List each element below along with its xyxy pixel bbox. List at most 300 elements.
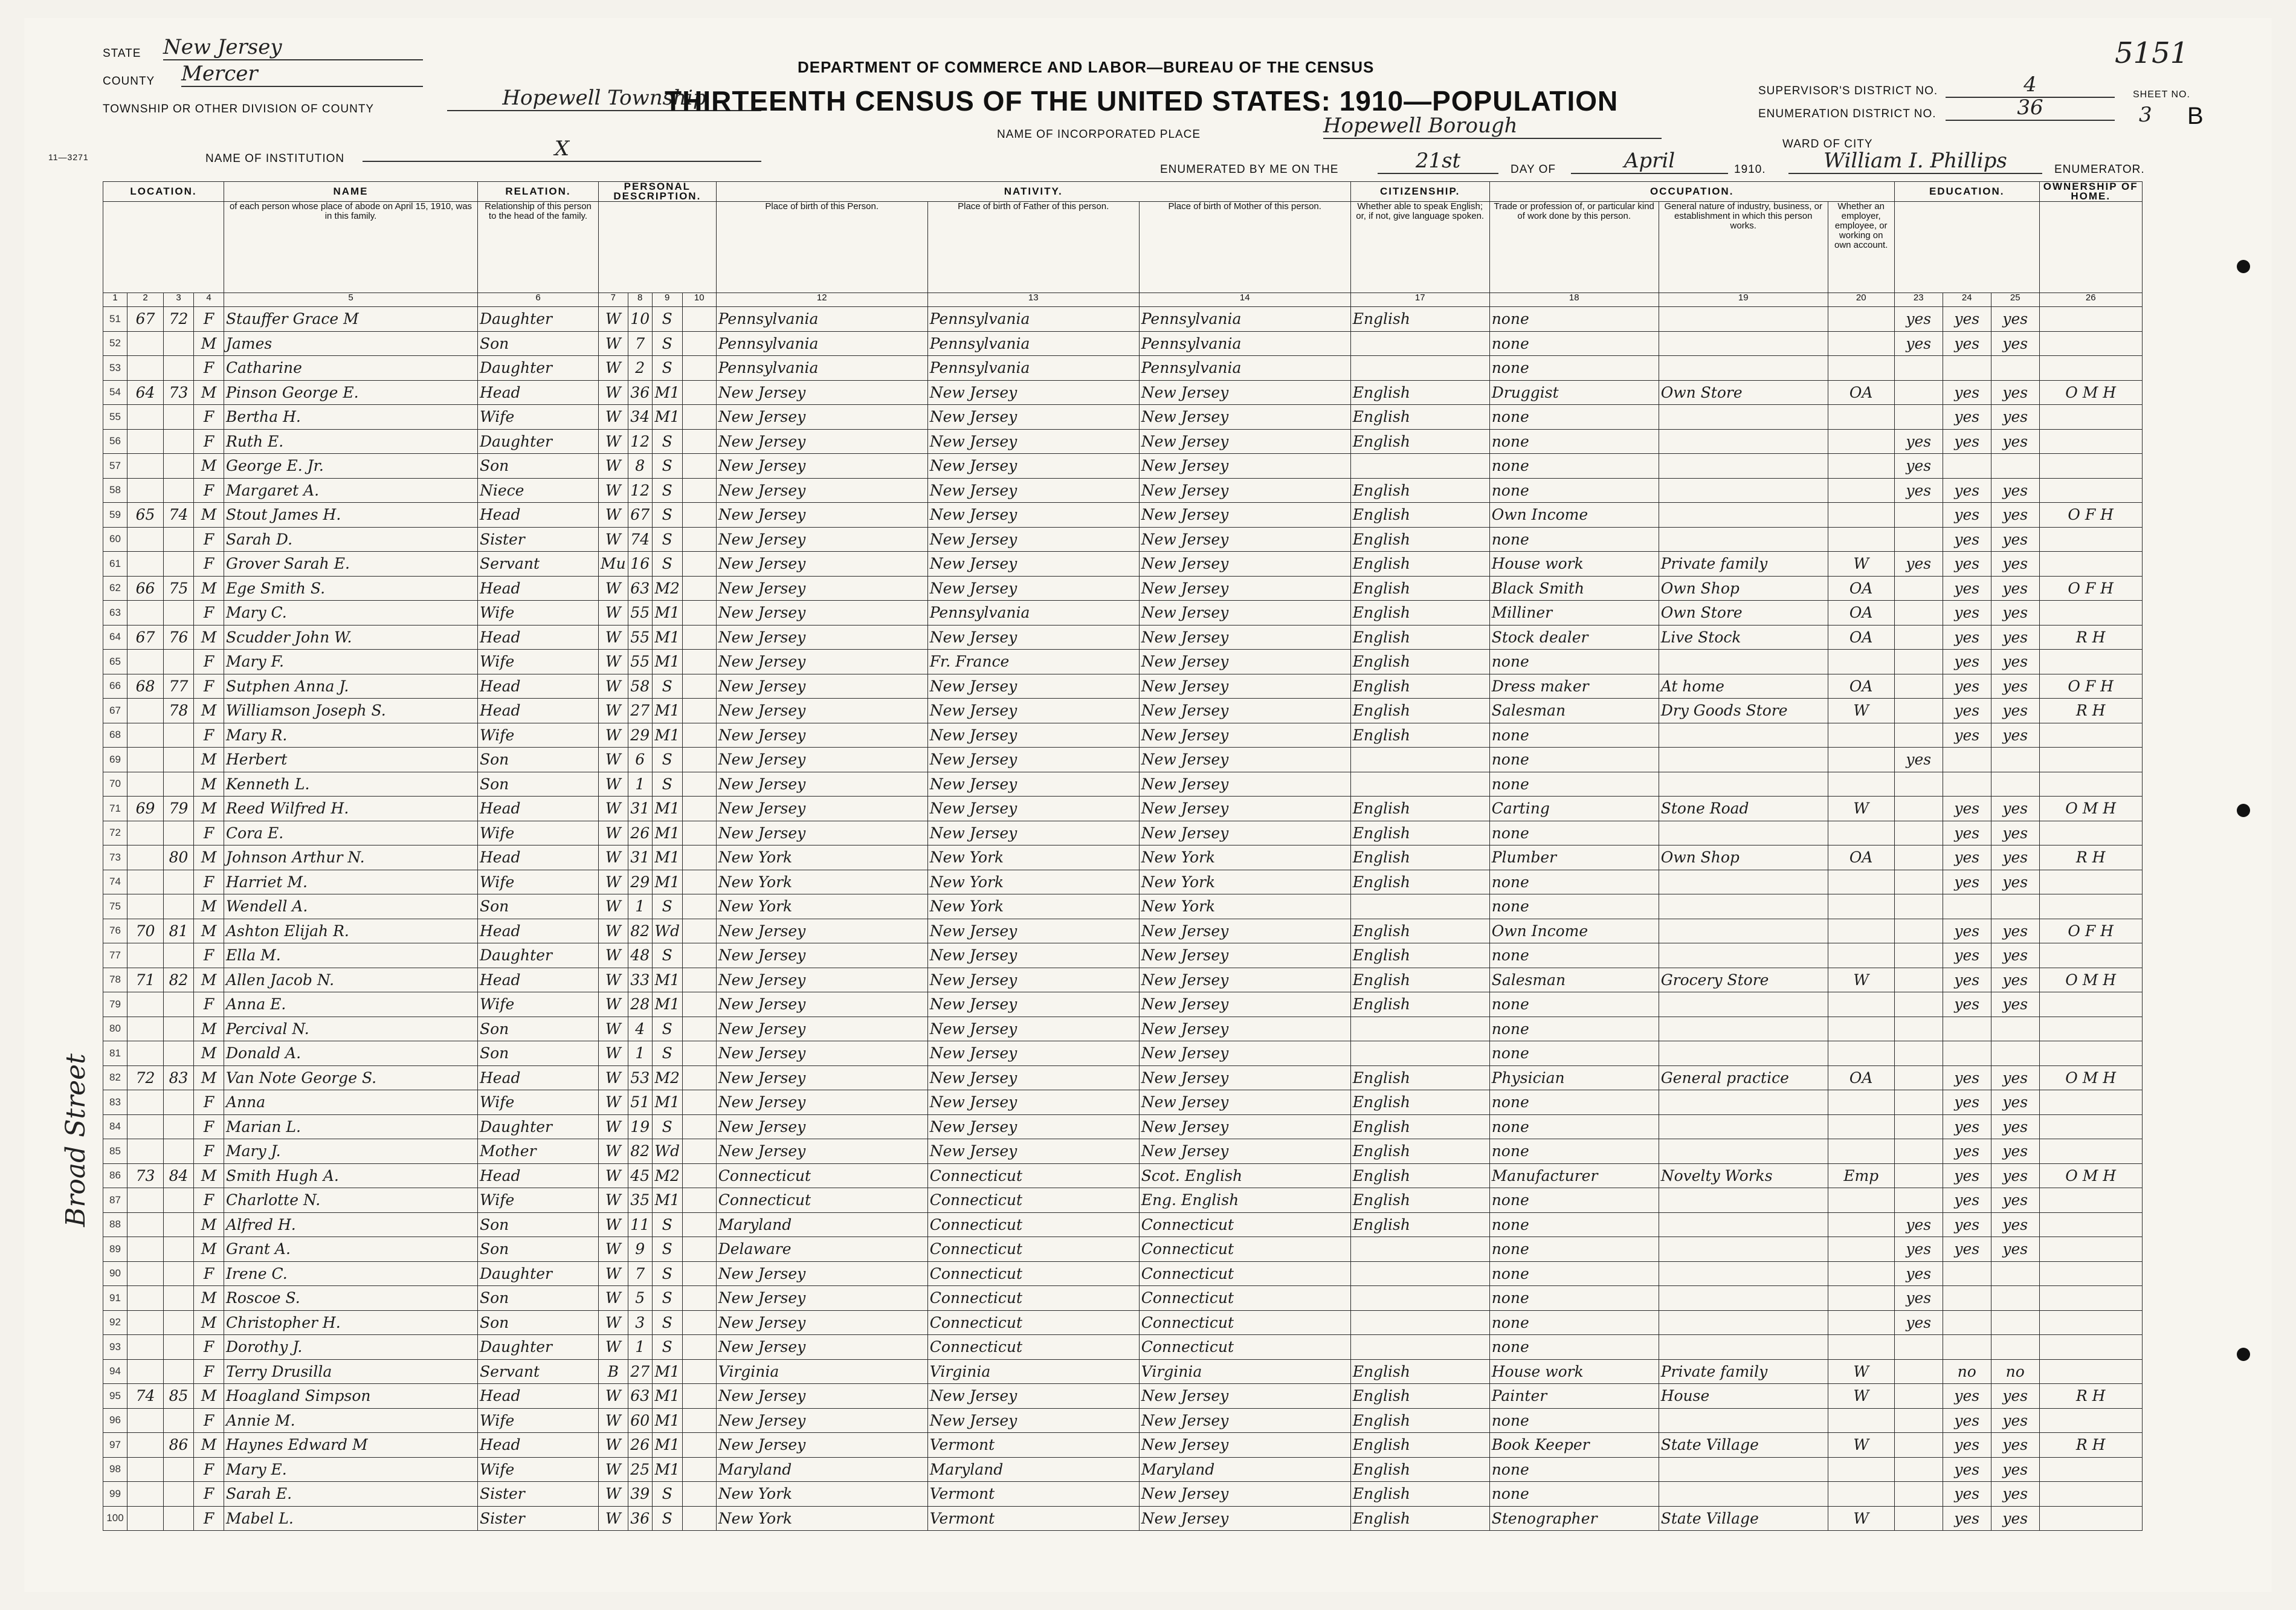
cell-race: W: [599, 1188, 628, 1213]
cell-trade: none: [1489, 1310, 1659, 1335]
col-num: 7: [599, 293, 628, 307]
cell-trade: Book Keeper: [1489, 1433, 1659, 1458]
cell-blank: [682, 1114, 716, 1139]
cell-trade: none: [1489, 1114, 1659, 1139]
cell-line: 54: [103, 380, 127, 405]
cell-relation: Son: [478, 1237, 599, 1262]
cell-relation: Head: [478, 1433, 599, 1458]
cell-trade: none: [1489, 307, 1659, 332]
cell-name: James: [224, 331, 478, 356]
cell-owned: [2039, 1286, 2142, 1311]
cell-name: Stauffer Grace M: [224, 307, 478, 332]
cell-write: yes: [1991, 968, 2039, 992]
cell-blank: [682, 674, 716, 699]
enumeration-label: ENUMERATION DISTRICT NO.: [1758, 108, 1936, 120]
cell-industry: [1659, 1261, 1828, 1286]
cell-dwelling: [127, 601, 164, 626]
cell-family: 72: [164, 307, 194, 332]
cell-trade: none: [1489, 821, 1659, 845]
cell-age: 63: [628, 1384, 652, 1409]
cell-write: [1991, 1017, 2039, 1041]
cell-line: 67: [103, 699, 127, 723]
supervisor-label: SUPERVISOR'S DISTRICT NO.: [1758, 85, 1938, 97]
cell-name: Percival N.: [224, 1017, 478, 1041]
cell-school: [1894, 943, 1943, 968]
cell-birth-person: New Jersey: [716, 1139, 927, 1164]
group-relation: RELATION.: [478, 182, 599, 202]
cell-age: 31: [628, 845, 652, 870]
cell-race: W: [599, 1482, 628, 1507]
cell-industry: [1659, 527, 1828, 552]
cell-blank: [682, 1457, 716, 1482]
cell-race: W: [599, 405, 628, 430]
cell-school: [1894, 601, 1943, 626]
cell-dwelling: 64: [127, 380, 164, 405]
township-label: TOWNSHIP OR OTHER DIVISION OF COUNTY: [103, 103, 375, 115]
cell-age: 25: [628, 1457, 652, 1482]
cell-industry: State Village: [1659, 1506, 1828, 1531]
cell-write: yes: [1991, 1433, 2039, 1458]
cell-birth-person: New Jersey: [716, 601, 927, 626]
cell-race: W: [599, 674, 628, 699]
cell-industry: [1659, 331, 1828, 356]
cell-school: [1894, 968, 1943, 992]
binder-hole: [2237, 1348, 2250, 1361]
cell-trade: none: [1489, 870, 1659, 894]
cell-birth-mother: New Jersey: [1139, 968, 1350, 992]
cell-sex: M: [194, 331, 224, 356]
cell-emp: [1828, 503, 1894, 528]
cell-dwelling: [127, 821, 164, 845]
cell-write: [1991, 1286, 2039, 1311]
cell-age: 63: [628, 576, 652, 601]
cell-read: [1943, 1017, 1991, 1041]
cell-owned: [2039, 1482, 2142, 1507]
cell-birth-mother: New Jersey: [1139, 772, 1350, 797]
cell-age: 4: [628, 1017, 652, 1041]
cell-birth-person: New Jersey: [716, 1065, 927, 1090]
cell-industry: Own Store: [1659, 601, 1828, 626]
cell-emp: [1828, 1188, 1894, 1213]
cell-birth-person: New Jersey: [716, 1310, 927, 1335]
cell-birth-person: New Jersey: [716, 1114, 927, 1139]
cell-industry: [1659, 478, 1828, 503]
cell-relation: Son: [478, 331, 599, 356]
cell-birth-father: New Jersey: [927, 454, 1139, 479]
cell-marital: S: [652, 454, 682, 479]
cell-name: Annie M.: [224, 1408, 478, 1433]
cell-relation: Head: [478, 674, 599, 699]
cell-family: 84: [164, 1163, 194, 1188]
cell-age: 10: [628, 307, 652, 332]
cell-race: W: [599, 454, 628, 479]
table-row: [103, 1310, 2143, 1335]
cell-read: yes: [1943, 1482, 1991, 1507]
cell-read: [1943, 454, 1991, 479]
cell-dwelling: [127, 1017, 164, 1041]
cell-marital: Wd: [652, 919, 682, 943]
cell-school: yes: [1894, 331, 1943, 356]
cell-race: W: [599, 1017, 628, 1041]
state-value: New Jersey: [163, 35, 423, 60]
cell-sex: M: [194, 454, 224, 479]
cell-industry: [1659, 748, 1828, 772]
cell-birth-person: New Jersey: [716, 576, 927, 601]
cell-age: 5: [628, 1286, 652, 1311]
birth-father-desc: Place of birth of Father of this person.: [927, 202, 1139, 293]
cell-sex: F: [194, 1261, 224, 1286]
table-row: [103, 1041, 2143, 1066]
county-value: Mercer: [181, 62, 423, 87]
cell-family: 80: [164, 845, 194, 870]
cell-school: [1894, 1335, 1943, 1360]
cell-birth-father: Pennsylvania: [927, 331, 1139, 356]
cell-industry: Live Stock: [1659, 625, 1828, 650]
cell-marital: M1: [652, 601, 682, 626]
cell-owned: [2039, 1090, 2142, 1115]
cell-sex: M: [194, 1433, 224, 1458]
cell-trade: Stock dealer: [1489, 625, 1659, 650]
cell-industry: Dry Goods Store: [1659, 699, 1828, 723]
cell-name: Margaret A.: [224, 478, 478, 503]
cell-sex: F: [194, 943, 224, 968]
table-row: [103, 307, 2143, 332]
cell-emp: [1828, 1408, 1894, 1433]
cell-birth-person: New Jersey: [716, 552, 927, 577]
cell-birth-father: Connecticut: [927, 1310, 1139, 1335]
cell-line: 58: [103, 478, 127, 503]
cell-blank: [682, 1359, 716, 1384]
cell-birth-mother: Connecticut: [1139, 1237, 1350, 1262]
cell-marital: S: [652, 552, 682, 577]
cell-age: 11: [628, 1212, 652, 1237]
col-num: 12: [716, 293, 927, 307]
cell-dwelling: [127, 772, 164, 797]
cell-sex: F: [194, 870, 224, 894]
cell-race: W: [599, 429, 628, 454]
cell-owned: R H: [2039, 625, 2142, 650]
cell-dwelling: 66: [127, 576, 164, 601]
cell-line: 80: [103, 1017, 127, 1041]
col-num: 2: [127, 293, 164, 307]
cell-family: [164, 748, 194, 772]
cell-write: yes: [1991, 1212, 2039, 1237]
cell-family: 77: [164, 674, 194, 699]
cell-language: [1350, 1041, 1489, 1066]
cell-write: [1991, 356, 2039, 381]
cell-emp: [1828, 454, 1894, 479]
cell-relation: Son: [478, 1212, 599, 1237]
cell-school: [1894, 1384, 1943, 1409]
table-row: [103, 699, 2143, 723]
cell-family: [164, 601, 194, 626]
cell-language: English: [1350, 674, 1489, 699]
cell-owned: [2039, 478, 2142, 503]
cell-name: Ruth E.: [224, 429, 478, 454]
cell-school: [1894, 1017, 1943, 1041]
cell-write: yes: [1991, 527, 2039, 552]
col-num: 6: [478, 293, 599, 307]
cell-name: Alfred H.: [224, 1212, 478, 1237]
cell-relation: Head: [478, 503, 599, 528]
cell-owned: [2039, 943, 2142, 968]
cell-trade: none: [1489, 1017, 1659, 1041]
cell-read: yes: [1943, 478, 1991, 503]
cell-sex: F: [194, 821, 224, 845]
cell-dwelling: [127, 1408, 164, 1433]
cell-read: [1943, 1286, 1991, 1311]
cell-owned: [2039, 601, 2142, 626]
cell-birth-father: Vermont: [927, 1506, 1139, 1531]
cell-owned: [2039, 331, 2142, 356]
cell-family: 78: [164, 699, 194, 723]
cell-dwelling: [127, 992, 164, 1017]
cell-sex: F: [194, 1506, 224, 1531]
cell-birth-father: New Jersey: [927, 1090, 1139, 1115]
cell-line: 56: [103, 429, 127, 454]
cell-language: English: [1350, 601, 1489, 626]
cell-blank: [682, 1017, 716, 1041]
cell-family: [164, 650, 194, 674]
cell-relation: Wife: [478, 1090, 599, 1115]
cell-emp: W: [1828, 699, 1894, 723]
col-num: 10: [682, 293, 716, 307]
cell-dwelling: [127, 723, 164, 748]
cell-school: yes: [1894, 429, 1943, 454]
cell-name: Catharine: [224, 356, 478, 381]
cell-line: 61: [103, 552, 127, 577]
cell-owned: [2039, 429, 2142, 454]
cell-school: [1894, 1408, 1943, 1433]
enumerated-month: April: [1571, 149, 1728, 174]
cell-birth-person: New Jersey: [716, 992, 927, 1017]
cell-language: [1350, 1237, 1489, 1262]
table-row: [103, 1114, 2143, 1139]
cell-read: yes: [1943, 429, 1991, 454]
table-row: [103, 1433, 2143, 1458]
cell-dwelling: [127, 699, 164, 723]
cell-industry: [1659, 307, 1828, 332]
cell-emp: W: [1828, 1506, 1894, 1531]
cell-blank: [682, 821, 716, 845]
cell-age: 12: [628, 429, 652, 454]
cell-industry: Private family: [1659, 1359, 1828, 1384]
cell-trade: none: [1489, 527, 1659, 552]
cell-emp: OA: [1828, 601, 1894, 626]
cell-write: yes: [1991, 845, 2039, 870]
col-num: 24: [1943, 293, 1991, 307]
cell-birth-mother: Pennsylvania: [1139, 331, 1350, 356]
cell-name: Irene C.: [224, 1261, 478, 1286]
cell-dwelling: [127, 870, 164, 894]
cell-blank: [682, 601, 716, 626]
table-row: [103, 552, 2143, 577]
cell-birth-father: Pennsylvania: [927, 601, 1139, 626]
cell-emp: [1828, 478, 1894, 503]
cell-birth-mother: New Jersey: [1139, 1408, 1350, 1433]
cell-dwelling: [127, 1286, 164, 1311]
cell-birth-person: Connecticut: [716, 1188, 927, 1213]
cell-blank: [682, 968, 716, 992]
cell-emp: W: [1828, 1384, 1894, 1409]
cell-family: [164, 552, 194, 577]
cell-line: 60: [103, 527, 127, 552]
cell-industry: [1659, 405, 1828, 430]
binder-hole: [2237, 260, 2250, 273]
cell-dwelling: [127, 1237, 164, 1262]
cell-birth-father: New Jersey: [927, 1065, 1139, 1090]
enumerator-label: ENUMERATOR.: [2054, 163, 2145, 176]
language-desc: Whether able to speak English; or, if not, give language spoken.: [1350, 202, 1489, 293]
cell-blank: [682, 1286, 716, 1311]
cell-birth-mother: New Jersey: [1139, 992, 1350, 1017]
county-label: COUNTY: [103, 75, 155, 88]
cell-name: Pinson George E.: [224, 380, 478, 405]
cell-birth-mother: New Jersey: [1139, 699, 1350, 723]
cell-relation: Son: [478, 772, 599, 797]
cell-trade: Plumber: [1489, 845, 1659, 870]
cell-industry: Own Store: [1659, 380, 1828, 405]
cell-age: 19: [628, 1114, 652, 1139]
cell-birth-mother: New Jersey: [1139, 478, 1350, 503]
table-row: [103, 601, 2143, 626]
cell-sex: M: [194, 1041, 224, 1066]
table-row: [103, 331, 2143, 356]
cell-blank: [682, 1212, 716, 1237]
cell-sex: M: [194, 625, 224, 650]
cell-owned: [2039, 1310, 2142, 1335]
cell-blank: [682, 478, 716, 503]
cell-birth-father: Virginia: [927, 1359, 1139, 1384]
cell-language: English: [1350, 503, 1489, 528]
cell-industry: Own Shop: [1659, 576, 1828, 601]
table-row: [103, 527, 2143, 552]
cell-line: 64: [103, 625, 127, 650]
table-row: [103, 1065, 2143, 1090]
cell-write: yes: [1991, 821, 2039, 845]
cell-school: yes: [1894, 307, 1943, 332]
table-row: [103, 943, 2143, 968]
cell-owned: R H: [2039, 699, 2142, 723]
cell-age: 8: [628, 454, 652, 479]
cell-marital: S: [652, 1335, 682, 1360]
cell-marital: M1: [652, 845, 682, 870]
cell-race: W: [599, 1041, 628, 1066]
census-sheet: [24, 18, 2272, 1592]
cell-line: 72: [103, 821, 127, 845]
cell-birth-mother: New Jersey: [1139, 943, 1350, 968]
cell-owned: O M H: [2039, 1065, 2142, 1090]
cell-line: 84: [103, 1114, 127, 1139]
cell-birth-mother: New Jersey: [1139, 748, 1350, 772]
cell-trade: Manufacturer: [1489, 1163, 1659, 1188]
cell-birth-father: New Jersey: [927, 748, 1139, 772]
cell-line: 99: [103, 1482, 127, 1507]
cell-read: [1943, 772, 1991, 797]
cell-owned: O F H: [2039, 674, 2142, 699]
cell-trade: none: [1489, 772, 1659, 797]
cell-blank: [682, 723, 716, 748]
cell-relation: Wife: [478, 601, 599, 626]
cell-name: Cora E.: [224, 821, 478, 845]
cell-language: English: [1350, 1163, 1489, 1188]
cell-sex: M: [194, 1286, 224, 1311]
incorporated-label: NAME OF INCORPORATED PLACE: [997, 128, 1201, 141]
cell-write: yes: [1991, 478, 2039, 503]
cell-family: [164, 1506, 194, 1531]
cell-marital: M1: [652, 1188, 682, 1213]
sheet-letter: B: [2187, 103, 2204, 129]
cell-write: yes: [1991, 674, 2039, 699]
cell-write: yes: [1991, 601, 2039, 626]
cell-read: [1943, 1041, 1991, 1066]
cell-age: 82: [628, 919, 652, 943]
cell-birth-mother: New Jersey: [1139, 1065, 1350, 1090]
cell-emp: [1828, 943, 1894, 968]
cell-language: English: [1350, 968, 1489, 992]
cell-birth-father: New Jersey: [927, 772, 1139, 797]
cell-relation: Son: [478, 1310, 599, 1335]
cell-birth-mother: New Jersey: [1139, 797, 1350, 821]
cell-owned: [2039, 405, 2142, 430]
cell-blank: [682, 331, 716, 356]
cell-sex: F: [194, 1188, 224, 1213]
cell-blank: [682, 1041, 716, 1066]
cell-name: Sutphen Anna J.: [224, 674, 478, 699]
cell-dwelling: 71: [127, 968, 164, 992]
cell-name: Roscoe S.: [224, 1286, 478, 1311]
cell-write: yes: [1991, 1457, 2039, 1482]
cell-emp: OA: [1828, 380, 1894, 405]
cell-family: [164, 1041, 194, 1066]
cell-sex: F: [194, 552, 224, 577]
cell-school: yes: [1894, 1286, 1943, 1311]
cell-birth-mother: New Jersey: [1139, 503, 1350, 528]
cell-birth-father: New Jersey: [927, 1384, 1139, 1409]
cell-blank: [682, 894, 716, 919]
cell-race: W: [599, 1408, 628, 1433]
institution-value: X: [363, 137, 761, 162]
cell-marital: M1: [652, 821, 682, 845]
cell-school: [1894, 870, 1943, 894]
cell-marital: M1: [652, 1433, 682, 1458]
cell-birth-father: New Jersey: [927, 380, 1139, 405]
employer-desc: Whether an employer, employee, or working on own account.: [1828, 202, 1894, 293]
cell-write: yes: [1991, 1506, 2039, 1531]
cell-sex: F: [194, 1114, 224, 1139]
cell-birth-father: New Jersey: [927, 405, 1139, 430]
cell-language: English: [1350, 478, 1489, 503]
cell-owned: [2039, 1212, 2142, 1237]
cell-birth-person: New Jersey: [716, 1286, 927, 1311]
cell-dwelling: [127, 356, 164, 381]
cell-language: [1350, 1017, 1489, 1041]
cell-race: W: [599, 1310, 628, 1335]
cell-birth-mother: New Jersey: [1139, 1433, 1350, 1458]
cell-emp: [1828, 1139, 1894, 1164]
cell-birth-father: Connecticut: [927, 1335, 1139, 1360]
cell-birth-father: New Jersey: [927, 1114, 1139, 1139]
cell-owned: [2039, 552, 2142, 577]
cell-name: Herbert: [224, 748, 478, 772]
cell-birth-mother: New Jersey: [1139, 380, 1350, 405]
cell-birth-person: New Jersey: [716, 625, 927, 650]
cell-industry: [1659, 1188, 1828, 1213]
cell-blank: [682, 503, 716, 528]
cell-line: 100: [103, 1506, 127, 1531]
group-personal: PERSONAL DESCRIPTION.: [599, 182, 717, 202]
cell-emp: [1828, 1041, 1894, 1066]
